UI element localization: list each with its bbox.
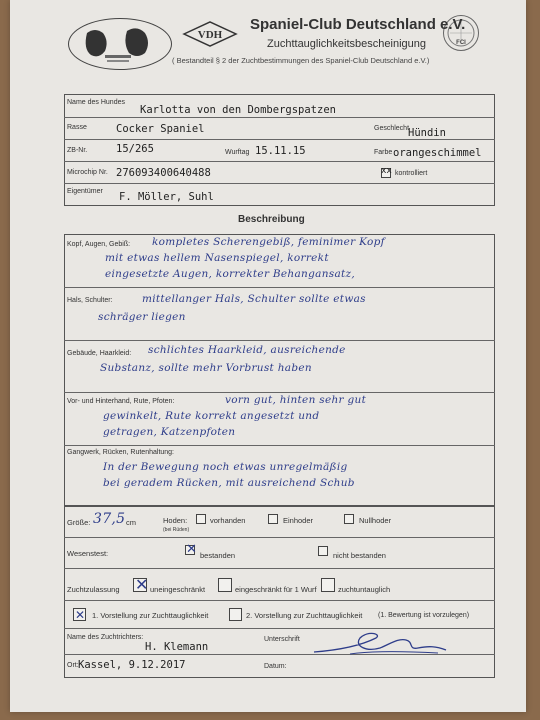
date-label: Datum: xyxy=(264,663,287,670)
second-presentation-note: (1. Bewertung ist vorzulegen) xyxy=(378,612,470,619)
temperament-passed-checkbox[interactable] xyxy=(185,542,197,557)
second-presentation-checkbox[interactable] xyxy=(229,608,242,621)
limbs-text-line-2: gewinkelt, Rute korrekt angesetzt und xyxy=(103,410,320,422)
chip-value: 276093400640488 xyxy=(116,167,211,179)
gait-text-line-2: bei geradem Rücken, mit ausreichend Schub xyxy=(103,477,355,489)
description-title: Beschreibung xyxy=(238,214,305,225)
litter-date-value: 15.11.15 xyxy=(255,145,306,157)
club-logo xyxy=(68,18,172,70)
temperament-failed-label: nicht bestanden xyxy=(333,551,386,560)
approval-unfit-label: zuchtuntauglich xyxy=(338,585,391,594)
owner-value: F. Möller, Suhl xyxy=(119,191,214,203)
approval-unrestricted-checkbox[interactable] xyxy=(133,575,149,594)
chip-controlled-mark: xx xyxy=(381,166,392,176)
document-title: Zuchttauglichkeitsbescheinigung xyxy=(267,38,426,50)
size-label: Größe: xyxy=(67,518,91,527)
gait-text-line-1: In der Bewegung noch etwas unregelmäßig xyxy=(103,461,348,473)
sex-value: Hündin xyxy=(408,127,446,139)
breed-value: Cocker Spaniel xyxy=(116,123,205,135)
dog-name-label: Name des Hundes xyxy=(67,99,125,106)
testes-present-checkbox[interactable] xyxy=(196,514,206,524)
approval-restricted-label: eingeschränkt für 1 Wurf xyxy=(235,585,317,594)
body-label: Gebäude, Haarkleid: xyxy=(67,350,132,357)
dog-name-value: Karlotta von den Dombergspatzen xyxy=(140,104,336,116)
chip-controlled-label: kontrolliert xyxy=(395,170,428,177)
testes-label: Hoden: xyxy=(163,516,188,525)
vdh-logo-text: VDH xyxy=(197,29,223,41)
limbs-text-line-3: getragen, Katzenpfoten xyxy=(103,426,236,438)
gait-label: Gangwerk, Rücken, Rutenhaltung: xyxy=(67,449,175,456)
neck-label: Hals, Schulter: xyxy=(67,297,113,304)
club-name: Spaniel-Club Deutschland e.V. xyxy=(250,16,466,33)
judge-signature xyxy=(310,624,450,658)
sex-label: Geschlecht xyxy=(374,125,410,132)
first-presentation-label: 1. Vorstellung zur Zuchttauglichkeit xyxy=(92,611,209,620)
signature-label: Unterschrift xyxy=(264,636,300,643)
approval-restricted-checkbox[interactable] xyxy=(218,578,232,592)
temperament-passed-mark: ✕ xyxy=(186,542,197,557)
owner-label: Eigentümer xyxy=(67,188,103,195)
neck-text-line-2: schräger liegen xyxy=(98,311,186,323)
first-presentation-mark: ✕ xyxy=(75,608,86,622)
limbs-text-line-1: vorn gut, hinten sehr gut xyxy=(225,394,367,406)
testes-one-label: Einhoder xyxy=(283,516,314,525)
color-label: Farbe xyxy=(374,149,393,156)
place-label: Ort: xyxy=(67,662,79,669)
body-text-line-2: Substanz, sollte mehr Vorbrust haben xyxy=(100,362,312,374)
approval-unfit-checkbox[interactable] xyxy=(321,578,335,592)
testes-sublabel: (bei Rüden) xyxy=(163,527,190,533)
temperament-failed-checkbox[interactable] xyxy=(318,546,328,556)
size-value: 37,5 xyxy=(93,511,126,527)
testes-none-label: Nullhoder xyxy=(359,516,392,525)
temperament-passed-label: bestanden xyxy=(200,551,236,560)
zb-value: 15/265 xyxy=(116,143,154,155)
limbs-label: Vor- und Hinterhand, Rute, Pfoten: xyxy=(67,398,175,405)
color-value: orangeschimmel xyxy=(393,147,482,159)
judge-name-label: Name des Zuchtrichters: xyxy=(67,634,144,641)
testes-one-checkbox[interactable] xyxy=(268,514,278,524)
breed-label: Rasse xyxy=(67,124,87,131)
body-text-line-1: schlichtes Haarkleid, ausreichende xyxy=(148,344,346,356)
size-unit: cm xyxy=(126,518,136,527)
first-presentation-checkbox[interactable] xyxy=(73,608,86,621)
litter-date-label: Wurftag xyxy=(225,149,250,156)
fci-logo-text: FCI xyxy=(456,40,466,46)
zb-label: ZB-Nr. xyxy=(67,147,88,154)
head-text-line-1: kompletes Scherengebiß, feminimer Kopf xyxy=(152,236,385,248)
head-text-line-2: mit etwas hellem Nasenspiegel, korrekt xyxy=(105,252,329,264)
certificate-page xyxy=(10,0,526,712)
testes-none-checkbox[interactable] xyxy=(344,514,354,524)
approval-unrestricted-mark: ✕ xyxy=(135,575,149,594)
chip-controlled-checkbox[interactable] xyxy=(381,168,391,178)
head-label: Kopf, Augen, Gebiß: xyxy=(67,241,131,248)
temperament-label: Wesenstest: xyxy=(67,549,109,558)
approval-label: Zuchtzulassung xyxy=(67,585,120,594)
head-text-line-3: eingesetzte Augen, korrekter Behangansatz, xyxy=(105,268,355,280)
document-note: ( Bestandteil § 2 der Zuchtbestimmungen des Spaniel-Club Deutschland e.V.) xyxy=(172,56,430,65)
testes-present-label: vorhanden xyxy=(210,516,246,525)
vdh-logo xyxy=(182,20,238,48)
second-presentation-label: 2. Vorstellung zur Zuchttauglichkeit xyxy=(246,611,363,620)
chip-label: Microchip Nr. xyxy=(67,169,108,176)
neck-text-line-1: mittellanger Hals, Schulter sollte etwas xyxy=(142,293,366,305)
place-value: Kassel, 9.12.2017 xyxy=(78,659,186,671)
judge-name-value: H. Klemann xyxy=(145,641,209,653)
approval-unrestricted-label: uneingeschränkt xyxy=(150,585,206,594)
